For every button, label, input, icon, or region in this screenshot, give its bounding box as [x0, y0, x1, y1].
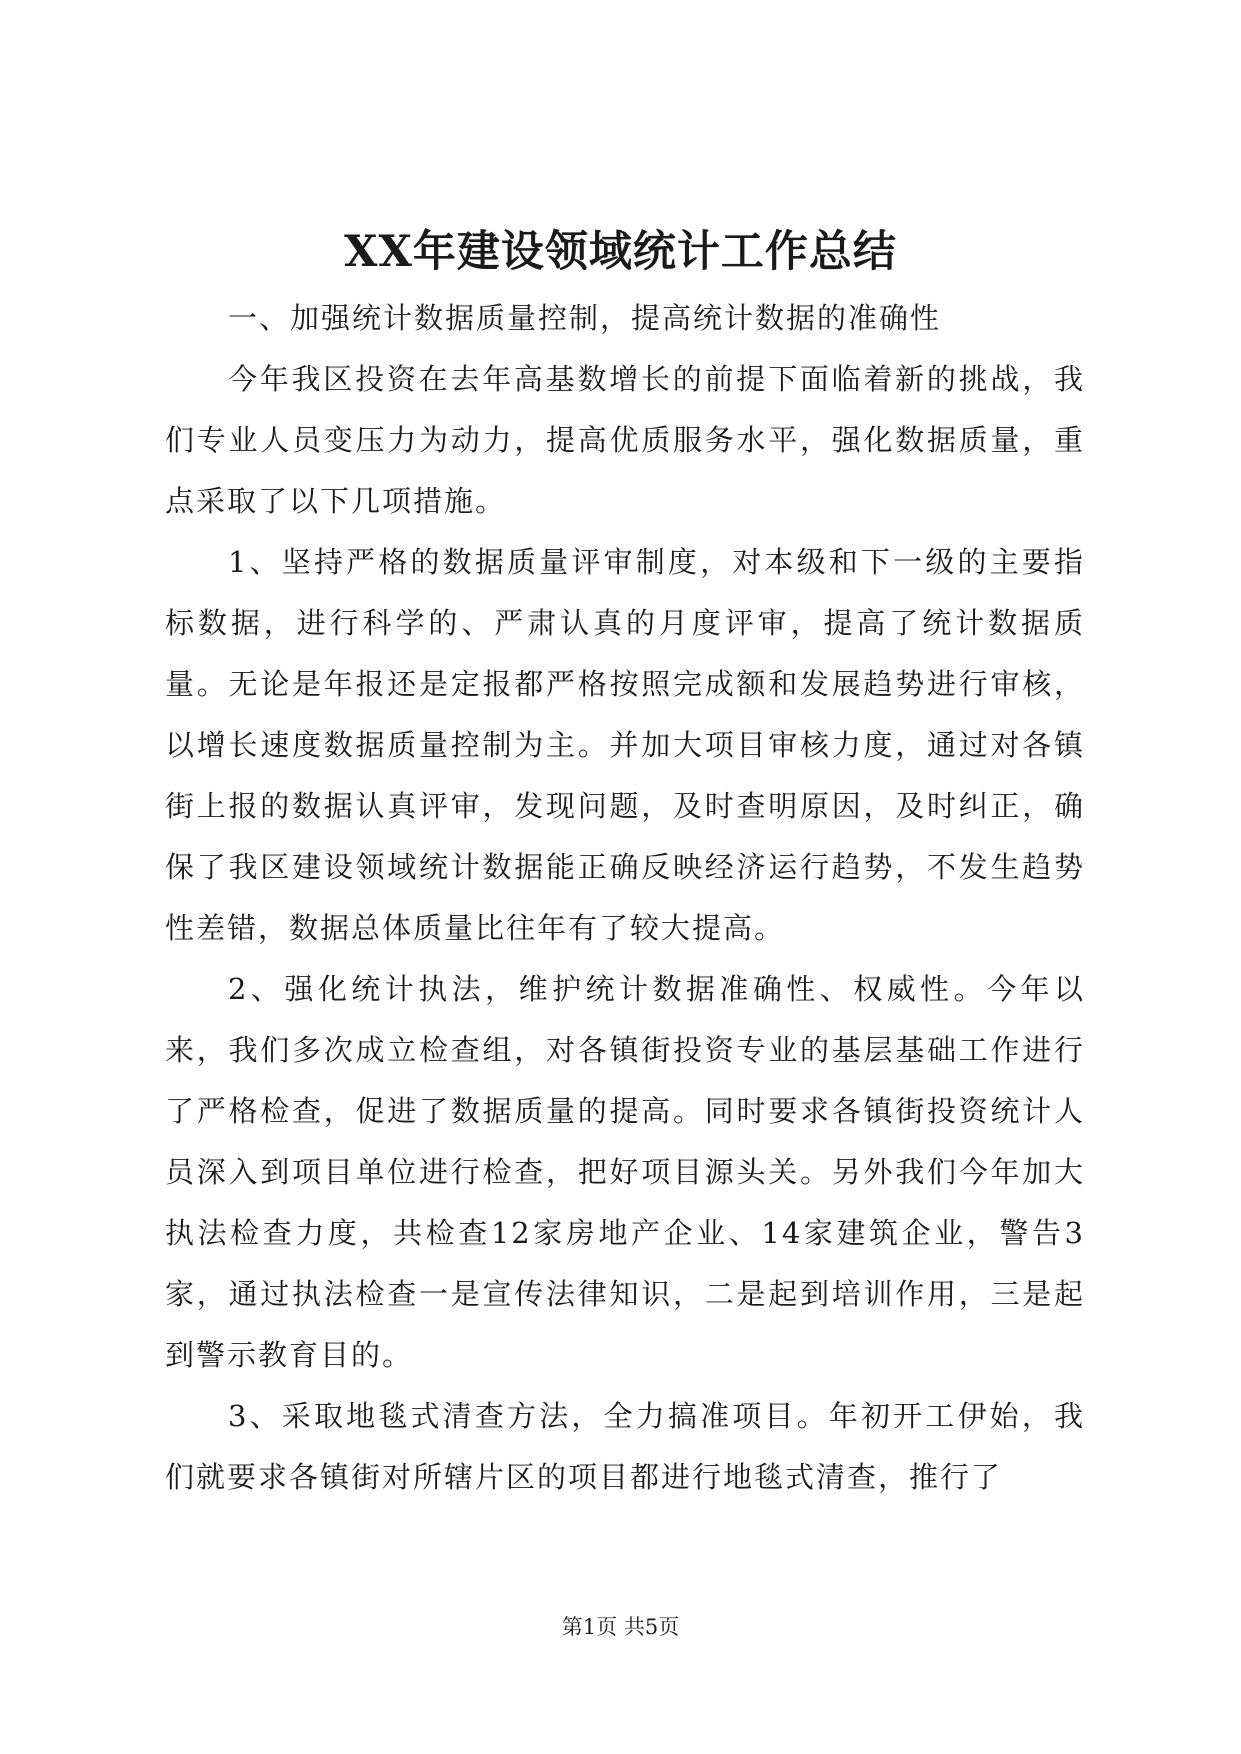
section-heading: 一、加强统计数据质量控制，提高统计数据的准确性: [228, 301, 942, 335]
paragraph-item-1: 1、坚持严格的数据质量评审制度，对本级和下一级的主要指标数据，进行科学的、严肃认真的月度评审，提高了统计数据质量。无论是年报还是定报都严格按照完成额和发展趋势进行审核，以增长速度数据质量控制为主。并加大项目审核力度，通过对各镇街上报的数据认真评审，发现问题，及时查明原因，及时纠正，确保了我区建设领域统计数据能正确反映经济运行趋势，不发生趋势性差错，数据总体质量比往年有了较大提高。: [165, 545, 1085, 945]
document-title: XX年建设领域统计工作总结: [344, 227, 897, 277]
paragraph-intro: 今年我区投资在去年高基数增长的前提下面临着新的挑战，我们专业人员变压力为动力，提高优质服务水平，强化数据质量，重点采取了以下几项措施。: [165, 362, 1085, 518]
paragraph-item-2: 2、强化统计执法，维护统计数据准确性、权威性。今年以来，我们多次成立检查组，对各镇街投资专业的基层基础工作进行了严格检查，促进了数据质量的提高。同时要求各镇街投资统计人员深入到项目单位进行检查，把好项目源头关。另外我们今年加大执法检查力度，共检查12家房地产企业、14家建筑企业，警告3家，通过执法检查一是宣传法律知识，二是起到培训作用，三是起到警示教育目的。: [165, 972, 1085, 1372]
page-footer: 第1页 共5页: [561, 1615, 680, 1639]
paragraph-item-3: 3、采取地毯式清查方法，全力搞准项目。年初开工伊始，我们就要求各镇街对所辖片区的项目都进行地毯式清查，推行了: [165, 1399, 1085, 1494]
document-body: [165, 288, 1085, 1508]
